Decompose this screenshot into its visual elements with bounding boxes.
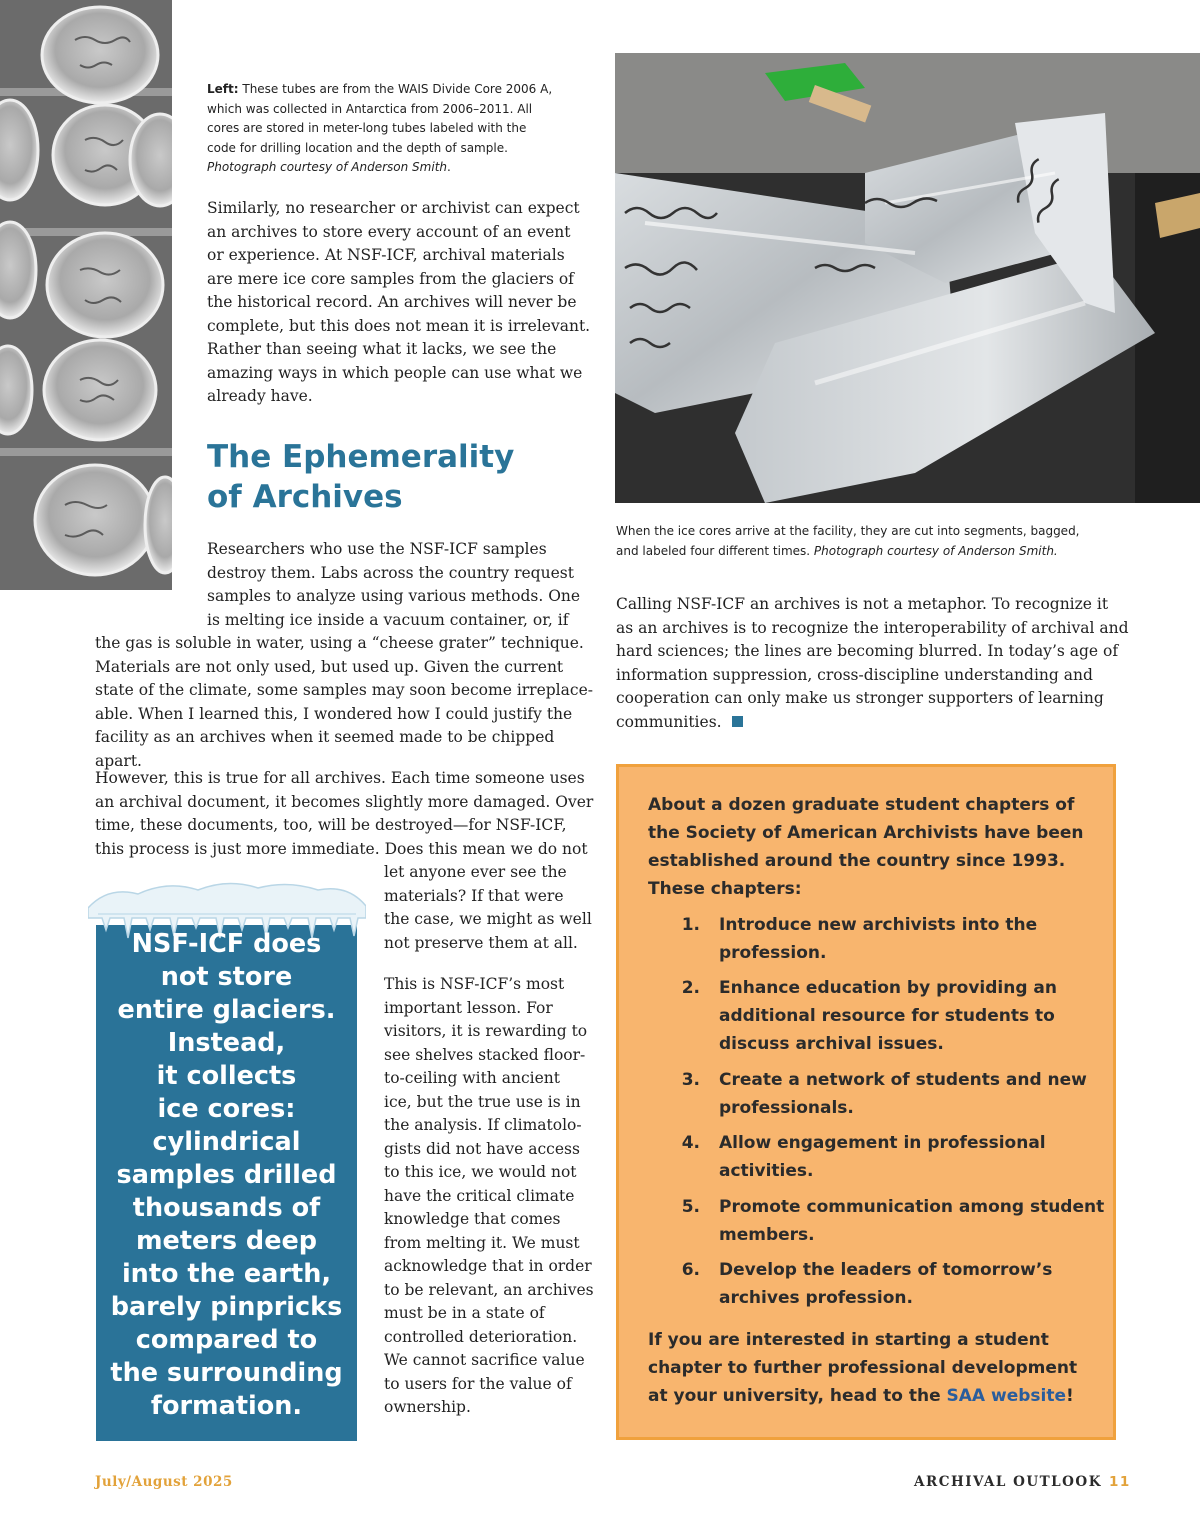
text-line: visitors, it is rewarding to (384, 1022, 588, 1040)
callout-line: thousands of (132, 1193, 321, 1223)
text-line: materials? If that were (384, 886, 564, 905)
sidebar-line: the Society of American Archivists have been (648, 823, 1084, 843)
list-line: additional resource for students to (719, 1006, 1055, 1026)
list-number: 6. (681, 1260, 700, 1280)
left-photo-caption (207, 80, 587, 178)
footer-page-number: 11 (1109, 1474, 1131, 1490)
caption-line: When the ice cores arrive at the facility, they are cut into segments, bagged, (616, 524, 1080, 538)
list-line: Introduce new archivists into the (719, 915, 1038, 935)
paragraph-researchers-bottom (95, 632, 595, 773)
caption-line: and labeled four different times. (616, 543, 814, 558)
callout-line: ice cores: (157, 1094, 296, 1124)
list-number: 4. (681, 1133, 700, 1153)
caption-left-label: Left: (207, 82, 239, 96)
text-line: Materials are not only used, but used up. Given the current (95, 657, 564, 676)
sidebar-list-item-5 (666, 1193, 1106, 1249)
text-line: cooperation can only make us stronger supporters of learning (616, 689, 1104, 707)
list-line: Enhance education by providing an (719, 978, 1057, 998)
text-line: the analysis. If climatolo- (384, 1116, 582, 1134)
text-line: This is NSF-ICF’s most (384, 975, 565, 993)
sidebar-outro (648, 1326, 1108, 1410)
text-line: from melting it. We must (384, 1233, 580, 1252)
paragraph-similarly (207, 197, 592, 409)
footer-publication: ARCHIVAL OUTLOOK (914, 1474, 1102, 1490)
callout-line: cylindrical (152, 1127, 301, 1157)
section-heading (207, 437, 587, 517)
right-photo-caption (616, 522, 1200, 561)
saa-website-link[interactable]: SAA website (946, 1386, 1066, 1406)
text-line: acknowledge that in order (384, 1257, 592, 1275)
text-line: complete, but this does not mean it is irrelevant. (207, 316, 591, 335)
sidebar-list-item-2 (666, 974, 1106, 1058)
text-line: see shelves stacked floor- (384, 1045, 586, 1064)
text-line: We cannot sacrifice value (384, 1351, 585, 1369)
sidebar-line: These chapters: (648, 879, 802, 899)
sidebar-line: at your university, head to the (648, 1386, 947, 1406)
text-line: let anyone ever see the (384, 863, 567, 881)
text-line: the case, we might as well (384, 910, 592, 928)
footer-date: July/August 2025 (95, 1474, 233, 1490)
text-line: an archives to store every account of an event (207, 222, 571, 241)
callout-line: samples drilled (116, 1160, 337, 1190)
callout-line: not store (160, 962, 293, 992)
text-line: as an archives is to recognize the interoperability of archival and (616, 618, 1129, 637)
text-line: controlled deterioration. (384, 1327, 578, 1346)
callout-line: compared to (135, 1325, 318, 1355)
list-number: 2. (681, 978, 700, 998)
callout-line: into the earth, (121, 1259, 332, 1289)
text-line: to-ceiling with ancient (384, 1069, 560, 1087)
sidebar-list-item-4 (666, 1129, 1106, 1185)
text-line: destroy them. Labs across the country request (207, 563, 574, 582)
text-line: able. When I learned this, I wondered how I could justify the (95, 704, 573, 723)
caption-credit-end: . (447, 160, 451, 174)
heading-line: The Ephemerality (207, 439, 515, 475)
heading-line: of Archives (207, 479, 403, 515)
list-number: 3. (681, 1070, 700, 1090)
callout-line: NSF-ICF does (131, 929, 322, 959)
bagged-ice-cores-photo (615, 53, 1200, 503)
paragraph-calling (616, 593, 1200, 734)
list-line: members. (719, 1225, 815, 1245)
text-line: is melting ice inside a vacuum container, or, if (207, 610, 569, 629)
paragraph-researchers-top (207, 538, 592, 632)
caption-line: which was collected in Antarctica from 2006–2011. All (207, 101, 533, 116)
list-line: Develop the leaders of tomorrow’s (719, 1260, 1053, 1280)
text-line: ownership. (384, 1398, 471, 1416)
text-line: communities. (616, 712, 722, 731)
list-line: Create a network of students and new (719, 1070, 1087, 1090)
text-line: hard sciences; the lines are becoming blurred. In today’s age of (616, 642, 1119, 660)
text-line: must be in a state of (384, 1304, 545, 1322)
sidebar-intro (648, 791, 1103, 903)
text-line: an archival document, it becomes slightly more damaged. Over (95, 792, 594, 811)
text-line: already have. (207, 387, 313, 405)
callout-line: meters deep (135, 1226, 318, 1256)
list-line: Allow engagement in professional (719, 1133, 1046, 1153)
text-line: are mere ice core samples from the glaciers of (207, 269, 574, 288)
sidebar-line: chapter to further professional development (648, 1358, 1078, 1378)
paragraph-however-bottom (384, 861, 594, 955)
text-line: ice, but the true use is in (384, 1092, 581, 1111)
text-line: to be relevant, an archives (384, 1280, 594, 1299)
sidebar-list-item-3 (666, 1066, 1106, 1122)
sidebar-list-item-1 (666, 911, 1106, 967)
sidebar-list-item-6 (666, 1256, 1106, 1312)
text-line: information suppression, cross-discipline understanding and (616, 665, 1093, 684)
list-line: profession. (719, 943, 827, 963)
list-number: 5. (681, 1197, 700, 1217)
text-line: to users for the value of (384, 1374, 572, 1393)
callout-line: barely pinpricks (110, 1292, 343, 1322)
sidebar-line-end: ! (1066, 1386, 1074, 1406)
text-line: However, this is true for all archives. Each time someone uses (95, 769, 585, 787)
text-line: have the critical climate (384, 1186, 575, 1205)
caption-credit: Photograph courtesy of Anderson Smith. (813, 543, 1058, 558)
text-line: Similarly, no researcher or archivist can expect (207, 199, 580, 217)
paragraph-lesson (384, 973, 594, 1420)
text-line: samples to analyze using various methods. One (207, 587, 581, 605)
text-line: this process is just more immediate. Does this mean we do not (95, 839, 588, 858)
text-line: Calling NSF-ICF an archives is not a metaphor. To recognize it (616, 595, 1109, 613)
list-line: professionals. (719, 1098, 854, 1118)
callout-line: entire glaciers. (117, 995, 336, 1025)
text-line: state of the climate, some samples may soon become irreplace- (95, 681, 593, 699)
text-line: or experience. At NSF-ICF, archival materials (207, 246, 565, 264)
callout-line: Instead, (167, 1028, 286, 1058)
caption-credit: Photograph courtesy of Anderson Smith (207, 160, 447, 174)
text-line: time, these documents, too, will be destroyed—for NSF-ICF, (95, 816, 567, 834)
text-line: Researchers who use the NSF-ICF samples (207, 540, 547, 558)
sidebar-line: About a dozen graduate student chapters of (648, 795, 1075, 815)
list-line: Promote communication among student (719, 1197, 1105, 1217)
sidebar-line: If you are interested in starting a student (648, 1330, 1049, 1350)
caption-line: These tubes are from the WAIS Divide Core 2006 A, (238, 82, 553, 96)
text-line: the gas is soluble in water, using a “cheese grater” technique. (95, 634, 584, 652)
text-line: gists did not have access (384, 1139, 580, 1158)
list-number: 1. (681, 915, 700, 935)
list-line: activities. (719, 1161, 814, 1181)
text-line: not preserve them at all. (384, 933, 578, 952)
end-mark-icon (732, 716, 743, 727)
sidebar-line: established around the country since 1993. (648, 851, 1066, 871)
caption-line: cores are stored in meter-long tubes labeled with the (207, 121, 527, 135)
caption-line: code for drilling location and the depth of sample. (207, 140, 508, 155)
list-line: discuss archival issues. (719, 1034, 944, 1054)
callout-line: the surrounding (110, 1358, 343, 1388)
text-line: the historical record. An archives will never be (207, 293, 577, 311)
text-line: Rather than seeing what it lacks, we see the (207, 340, 557, 358)
text-line: important lesson. For (384, 998, 553, 1017)
text-line: to this ice, we would not (384, 1163, 577, 1181)
text-line: knowledge that comes (384, 1210, 561, 1228)
text-line: amazing ways in which people can use what we (207, 363, 583, 382)
callout-line: formation. (150, 1391, 303, 1421)
text-line: facility as an archives when it seemed made to be chipped apart. (95, 728, 555, 770)
ice-callout-text (104, 928, 349, 1423)
paragraph-however-top (95, 767, 595, 861)
list-line: archives profession. (719, 1288, 913, 1308)
callout-line: it collects (156, 1061, 297, 1091)
ice-core-tubes-photo (0, 0, 172, 590)
